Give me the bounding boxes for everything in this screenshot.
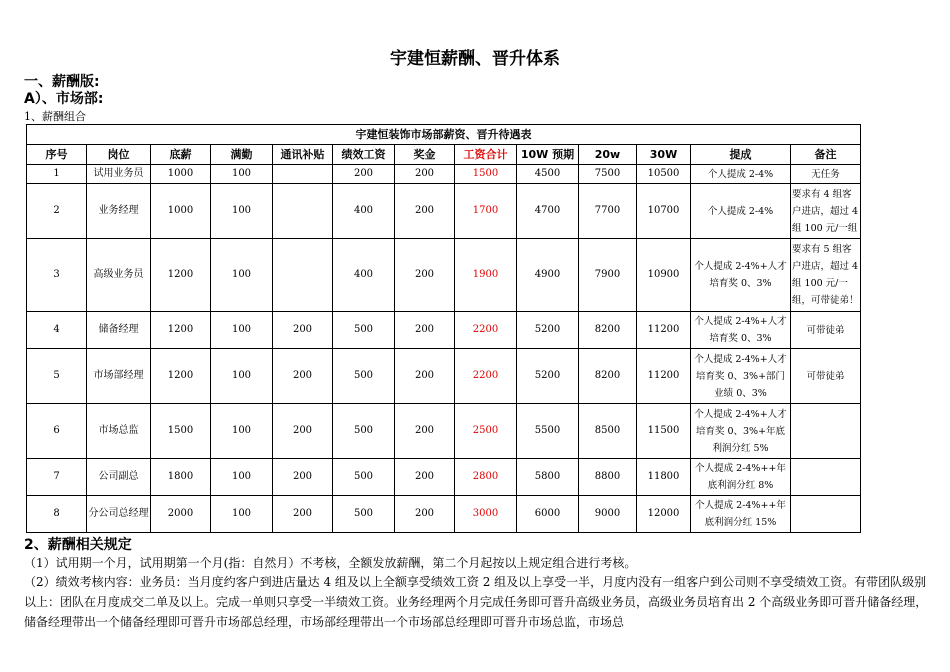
table-cell: 100 [211, 496, 273, 533]
table-cell: 1700 [455, 184, 517, 239]
table-cell: 1900 [455, 239, 517, 312]
table-cell: 4 [27, 312, 87, 349]
table-cell: 100 [211, 239, 273, 312]
table-cell: 100 [211, 312, 273, 349]
table-cell: 个人提成 2-4%++年底利润分红 8% [691, 459, 791, 496]
table-cell: 5 [27, 349, 87, 404]
table-cell: 1500 [151, 404, 211, 459]
column-header: 绩效工资 [333, 145, 395, 165]
table-cell: 100 [211, 404, 273, 459]
table-cell: 100 [211, 459, 273, 496]
table-cell: 7700 [579, 184, 637, 239]
subsection-heading-market: A）、市场部: [24, 91, 104, 107]
table-cell: 5200 [517, 312, 579, 349]
table-cell: 2800 [455, 459, 517, 496]
table-cell: 200 [395, 184, 455, 239]
table-cell: 8500 [579, 404, 637, 459]
column-header: 序号 [27, 145, 87, 165]
table-cell: 10900 [637, 239, 691, 312]
table-cell: 个人提成 2-4%+人才培育奖 0、3% [691, 312, 791, 349]
table-cell: 200 [395, 496, 455, 533]
table-cell: 200 [273, 404, 333, 459]
table-cell: 200 [273, 496, 333, 533]
table-cell: 无任务 [791, 165, 861, 184]
table-cell: 11200 [637, 349, 691, 404]
table-cell: 100 [211, 184, 273, 239]
table-cell: 个人提成 2-4%+人才培育奖 0、3% [691, 239, 791, 312]
column-header: 底薪 [151, 145, 211, 165]
table-header-row [27, 145, 861, 165]
item-heading-salary-combo: 1、薪酬组合 [24, 110, 86, 123]
column-header: 工资合计 [455, 145, 517, 165]
table-cell: 市场总监 [87, 404, 151, 459]
table-cell: 2 [27, 184, 87, 239]
table-cell: 4900 [517, 239, 579, 312]
table-cell: 2500 [455, 404, 517, 459]
table-cell: 储备经理 [87, 312, 151, 349]
column-header: 20w [579, 145, 637, 165]
table-cell: 1200 [151, 349, 211, 404]
table-cell: 个人提成 2-4%+人才培育奖 0、3%+部门业绩 0、3% [691, 349, 791, 404]
table-cell: 业务经理 [87, 184, 151, 239]
table-cell [273, 239, 333, 312]
table-cell: 8 [27, 496, 87, 533]
table-cell: 400 [333, 239, 395, 312]
table-cell: 100 [211, 349, 273, 404]
table-cell: 200 [273, 312, 333, 349]
table-cell: 要求有 5 组客户进店，超过 4 组 100 元/一组，可带徒弟！ [791, 239, 861, 312]
table-cell: 500 [333, 459, 395, 496]
table-cell: 市场部经理 [87, 349, 151, 404]
table-caption: 宇建恒装饰市场部薪资、晋升待遇表 [27, 125, 861, 145]
table-cell: 高级业务员 [87, 239, 151, 312]
table-cell: 个人提成 2-4% [691, 165, 791, 184]
table-cell [791, 496, 861, 533]
table-cell: 9000 [579, 496, 637, 533]
table-cell: 试用业务员 [87, 165, 151, 184]
column-header: 通讯补贴 [273, 145, 333, 165]
column-header: 奖金 [395, 145, 455, 165]
table-cell: 400 [333, 184, 395, 239]
table-cell: 2200 [455, 312, 517, 349]
table-row [27, 459, 861, 496]
table-cell: 1000 [151, 184, 211, 239]
rule-paragraph-2: （2）绩效考核内容：业务员：当月度约客户到进店量达 4 组及以上全额享受绩效工资 2 组及以上享受一半，月度内没有一组客户到公司则不享受绩效工资。有带团队级别以上：团队在月度成交二单及以上。完成一单则只享受一半绩效工资。业务经理两个月完成任务即可晋升高级业务员，高级业务员培育出 2 个高级业务即可晋升储备经理，储备经理带出一个储备经理即可晋升市场部总经理，市场部经理带出一个市场部总经理即可晋升市场总监，市场总 [24, 575, 928, 629]
table-cell: 200 [395, 349, 455, 404]
table-cell [791, 459, 861, 496]
table-row [27, 165, 861, 184]
table-cell: 个人提成 2-4%+人才培育奖 0、3%+年底利润分红 5% [691, 404, 791, 459]
table-cell: 可带徒弟 [791, 312, 861, 349]
salary-table [26, 124, 861, 533]
table-row [27, 349, 861, 404]
table-cell: 3 [27, 239, 87, 312]
table-cell: 1800 [151, 459, 211, 496]
table-cell: 个人提成 2-4% [691, 184, 791, 239]
table-cell: 4500 [517, 165, 579, 184]
table-cell: 5200 [517, 349, 579, 404]
table-cell: 公司副总 [87, 459, 151, 496]
column-header: 提成 [691, 145, 791, 165]
column-header: 备注 [791, 145, 861, 165]
table-body [27, 165, 861, 533]
table-cell: 8200 [579, 349, 637, 404]
section-heading-rules: 2、薪酬相关规定 [24, 537, 132, 553]
column-header: 满勤 [211, 145, 273, 165]
table-cell: 10500 [637, 165, 691, 184]
table-cell [273, 165, 333, 184]
table-cell: 6 [27, 404, 87, 459]
table-cell: 分公司总经理 [87, 496, 151, 533]
table-cell: 200 [395, 459, 455, 496]
table-cell: 7900 [579, 239, 637, 312]
table-cell: 5500 [517, 404, 579, 459]
table-cell: 个人提成 2-4%++年底利润分红 15% [691, 496, 791, 533]
table-cell: 100 [211, 165, 273, 184]
column-header: 10W 预期 [517, 145, 579, 165]
table-cell: 1000 [151, 165, 211, 184]
table-cell: 3000 [455, 496, 517, 533]
table-cell: 500 [333, 312, 395, 349]
table-cell: 500 [333, 404, 395, 459]
table-cell: 500 [333, 349, 395, 404]
rule-paragraph-1: （1）试用期一个月，试用期第一个月(指：自然月）不考核，全额发放薪酬，第二个月起按以上规定组合进行考核。 [24, 556, 637, 570]
column-header: 30W [637, 145, 691, 165]
table-cell: 200 [395, 312, 455, 349]
column-header: 岗位 [87, 145, 151, 165]
document-title: 宇建恒薪酬、晋升体系 [390, 49, 560, 69]
table-cell: 可带徒弟 [791, 349, 861, 404]
table-cell: 1200 [151, 239, 211, 312]
table-cell: 200 [395, 404, 455, 459]
table-cell: 500 [333, 496, 395, 533]
table-cell: 200 [273, 349, 333, 404]
table-cell: 11200 [637, 312, 691, 349]
table-cell: 2000 [151, 496, 211, 533]
table-cell: 2200 [455, 349, 517, 404]
table-cell: 4700 [517, 184, 579, 239]
table-cell: 10700 [637, 184, 691, 239]
table-cell: 200 [333, 165, 395, 184]
table-cell: 1500 [455, 165, 517, 184]
table-cell: 7500 [579, 165, 637, 184]
table-cell: 200 [273, 459, 333, 496]
table-cell: 200 [395, 165, 455, 184]
table-row [27, 312, 861, 349]
table-cell: 6000 [517, 496, 579, 533]
table-cell: 5800 [517, 459, 579, 496]
table-cell [273, 184, 333, 239]
table-row [27, 239, 861, 312]
table-cell: 11500 [637, 404, 691, 459]
table-cell: 要求有 4 组客户进店，超过 4 组 100 元/一组 [791, 184, 861, 239]
section-heading-salary: 一、薪酬版: [24, 74, 100, 90]
table-cell: 1200 [151, 312, 211, 349]
table-cell: 12000 [637, 496, 691, 533]
table-row [27, 184, 861, 239]
table-cell: 11800 [637, 459, 691, 496]
table-cell: 7 [27, 459, 87, 496]
table-cell: 8800 [579, 459, 637, 496]
table-cell: 1 [27, 165, 87, 184]
table-cell: 8200 [579, 312, 637, 349]
table-cell: 200 [395, 239, 455, 312]
table-row [27, 496, 861, 533]
table-row [27, 404, 861, 459]
table-cell [791, 404, 861, 459]
